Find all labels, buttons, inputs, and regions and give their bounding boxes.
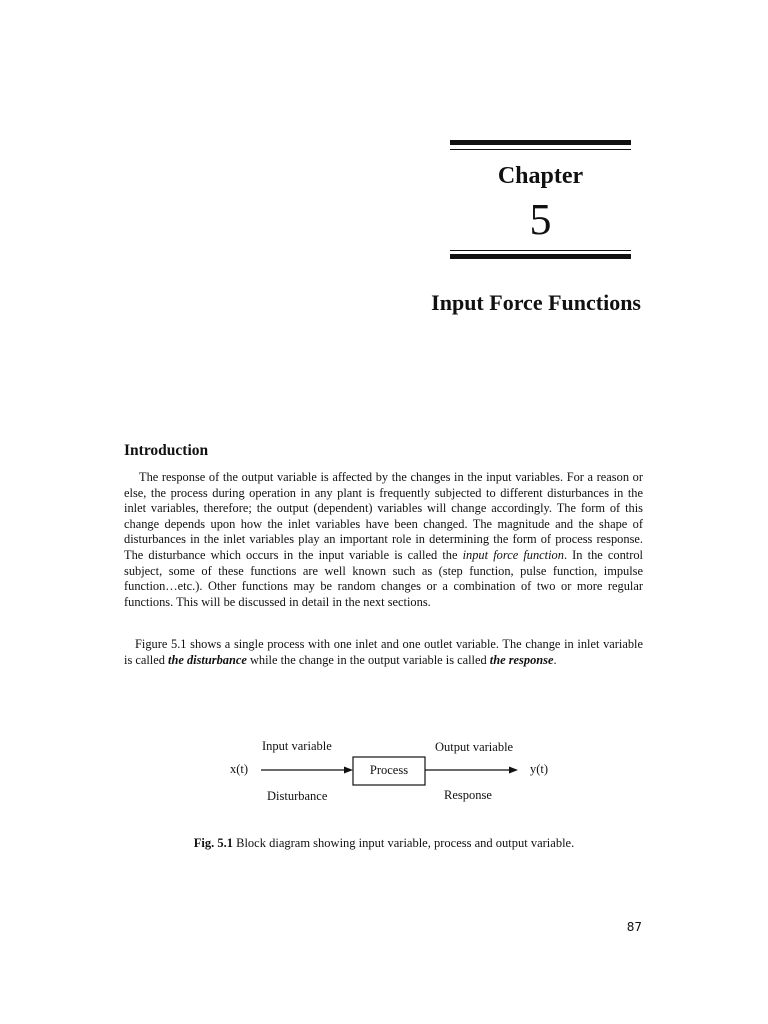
caption-number: Fig. 5.1 <box>193 836 233 850</box>
chapter-heading-block <box>450 140 631 262</box>
bottom-thin-rule <box>450 250 631 251</box>
intro-paragraph-2 <box>124 637 643 668</box>
disturbance-label: Disturbance <box>267 789 328 803</box>
caption-text: Block diagram showing input variable, process and output variable. <box>232 836 575 850</box>
input-arrow-head <box>344 767 353 774</box>
top-thin-rule <box>450 149 631 150</box>
output-symbol: y(t) <box>530 762 549 776</box>
input-variable-label: Input variable <box>262 739 332 753</box>
section-heading: Introduction <box>124 442 209 459</box>
output-variable-label: Output variable <box>435 740 514 754</box>
input-symbol: x(t) <box>230 762 249 776</box>
input-force-function-term: input force function <box>462 547 564 562</box>
process-label: Process <box>369 763 409 777</box>
chapter-number: 5 <box>529 195 552 244</box>
intro-paragraph-1-part-1: The response of the output variable is affected by the changes in the input variables. For a reason or else, the process during operation in any plant is frequently subjected to different disturbances in the inlet variables, therefore; the output (dependent) variables will change accordingly. The form of this change depends upon how the inlet variables have been changed. The magnitude and the shape of disturbances in the inlet variables play an important role in determining the form of process response. The disturbance which occurs in the input variable is called the <box>124 470 643 562</box>
chapter-label: Chapter <box>497 163 584 189</box>
intro-paragraph-1-part-2: . In the control subject, some of these functions are well known such as (step function, pulse function, impulse function…etc.). Other functions may be random changes or a combination of two or more regular functions. This will be discussed in detail in the next sections. <box>124 547 643 609</box>
top-thick-rule <box>450 140 631 145</box>
figure-caption <box>0 836 768 851</box>
response-term: the response <box>489 652 554 667</box>
response-label: Response <box>444 788 492 802</box>
intro-paragraph-2-part-3: . <box>553 652 557 667</box>
intro-paragraph-2-part-1: Figure 5.1 shows a single process with one inlet and one outlet variable. The change in inlet variable is called <box>124 637 643 667</box>
block-diagram <box>220 732 560 812</box>
disturbance-term: the disturbance <box>168 652 247 667</box>
bottom-thick-rule <box>450 254 631 259</box>
page-number: 87 <box>626 920 642 934</box>
output-arrow-head <box>509 767 518 774</box>
intro-paragraph-2-part-2: while the change in the output variable is called <box>246 652 490 667</box>
chapter-title: Input Force Functions <box>431 290 641 315</box>
intro-paragraph-1 <box>124 470 643 610</box>
